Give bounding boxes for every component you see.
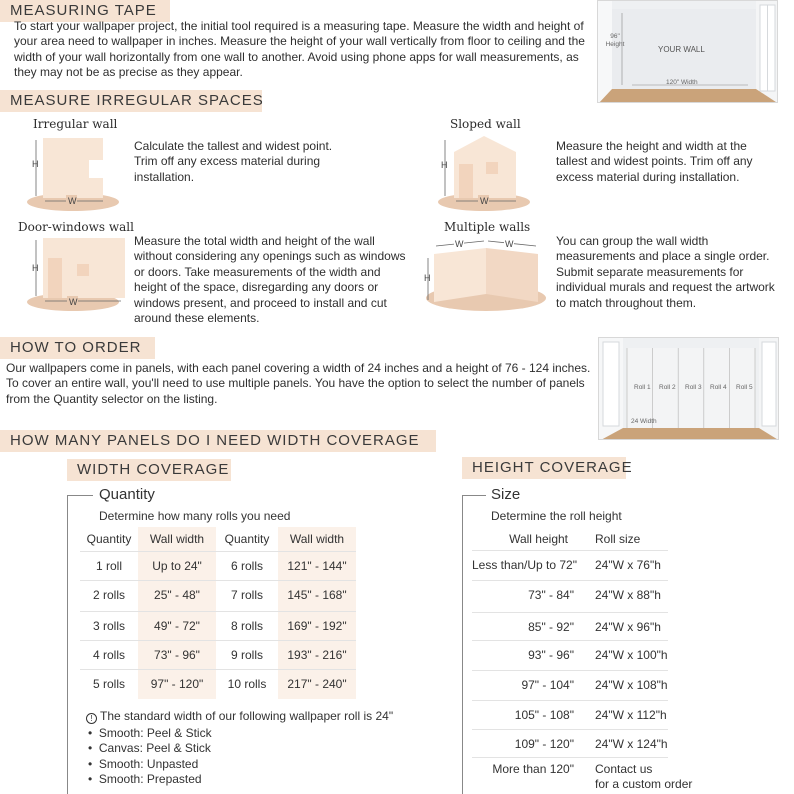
width-cell: 73" - 96" [154, 648, 200, 662]
photo-height-label: 96" Height [605, 33, 625, 48]
width-coverage-heading: WIDTH COVERAGE [67, 459, 231, 481]
height-cell: 85" - 92" [528, 620, 574, 634]
roll-label-5: Roll 5 [736, 384, 753, 391]
height-cell: 73" - 84" [528, 588, 574, 602]
door-w-label: W [69, 297, 78, 307]
sloped-w-label: W [480, 196, 489, 206]
multi-w1-label: W [455, 239, 464, 249]
height-cell: 24"W x 88"h [595, 588, 661, 602]
height-last-right-2: for a custom order [595, 777, 693, 791]
height-cell: 24"W x 124"h [595, 737, 668, 751]
width-row-divider [80, 580, 356, 581]
height-coverage-heading: HEIGHT COVERAGE [462, 457, 626, 479]
multiple-walls-text: You can group the wall width measurements and place a single order. Submit separate measurements for individual murals and request the artwork to match throughout them. [556, 234, 775, 310]
width-cell: 5 rolls [92, 677, 125, 691]
irregular-wall-illustration [25, 134, 125, 214]
width-cell: 25" - 48" [154, 588, 200, 602]
width-cell: 217" - 240" [287, 677, 347, 691]
order-text: Our wallpapers come in panels, with each panel covering a width of 24 inches and a height of 76 - 124 inches. To cover an entire wall, you'll need to use multiple panels. You have the option to select the number of panels from the Quantity selector on the listing. [6, 361, 591, 406]
roll-label-3: Roll 3 [685, 384, 702, 391]
width-cell: 3 rolls [92, 619, 125, 633]
width-header-3: Quantity [224, 532, 270, 546]
panels-heading: HOW MANY PANELS DO I NEED WIDTH COVERAGE [0, 430, 436, 452]
measuring-room-photo [597, 0, 778, 103]
width-cell: 145" - 168" [287, 588, 347, 602]
width-cell: 49" - 72" [154, 619, 200, 633]
width-header-2: Wall width [149, 532, 205, 546]
measuring-text: To start your wallpaper project, the initial tool required is a measuring tape. Measure the width and height of your area need to wallpaper in inches. Measure the height of your wall vertically from floor to ceiling and the width of your wall horizontally from one wall to another. Avoid using phone apps for wall measurements, as they may not be as precise as they appear. [14, 19, 585, 80]
height-row-divider [472, 670, 668, 671]
width-cell: 97" - 120" [150, 677, 204, 691]
sloped-wall-illustration [432, 130, 532, 214]
multi-w2-label: W [505, 239, 514, 249]
photo-width-label: 120" Width [666, 79, 698, 86]
multiple-walls-illustration [420, 236, 550, 316]
height-cell: 24"W x 76"h [595, 558, 661, 572]
width-note [86, 709, 393, 724]
height-row-divider [472, 612, 668, 613]
order-rolls-photo [598, 337, 779, 440]
width-cell: 2 rolls [92, 588, 125, 602]
height-frame-top [462, 495, 486, 496]
width-frame-left [67, 495, 68, 794]
irregular-h-label: H [32, 159, 39, 169]
width-cell: 193" - 216" [287, 648, 347, 662]
multiple-walls-title: Multiple walls [444, 220, 531, 234]
sloped-h-label: H [441, 160, 448, 170]
height-row-divider [472, 729, 668, 730]
order-heading: HOW TO ORDER [0, 337, 155, 359]
width-cell: 10 rolls [227, 677, 267, 691]
width-subtitle: Determine how many rolls you need [99, 509, 291, 523]
width-header-1: Quantity [86, 532, 132, 546]
height-cell: 105" - 108" [514, 708, 574, 722]
height-header-2: Roll size [595, 532, 641, 546]
width-note-text: The standard width of our following wallpaper roll is 24" [100, 709, 394, 723]
width-row-divider [80, 611, 356, 612]
bullet-item-1: • Smooth: Peel & Stick [88, 726, 212, 740]
width-cell: 4 rolls [92, 648, 125, 662]
width-row-divider [80, 551, 356, 552]
width-cell: Up to 24" [152, 559, 202, 573]
height-cell: 24"W x 112"h [595, 708, 667, 722]
width-row-divider [80, 640, 356, 641]
irregular-w-label: W [68, 196, 77, 206]
width-col-shade-1 [138, 527, 216, 699]
door-windows-wall-illustration [25, 236, 125, 316]
sloped-wall-title: Sloped wall [450, 117, 521, 131]
width-cell: 121" - 144" [287, 559, 347, 573]
roll-width-label: 24 Width [631, 418, 657, 425]
height-row-divider [472, 550, 668, 551]
width-col-shade-2 [278, 527, 356, 699]
height-subtitle: Determine the roll height [491, 509, 622, 523]
bullet-item-4: • Smooth: Prepasted [88, 772, 202, 786]
height-frame-left [462, 495, 463, 794]
height-cell: 109" - 120" [514, 737, 574, 751]
sloped-wall-text: Measure the height and width at the tallest and widest points. Trim off any excess material during installation. [556, 139, 753, 184]
height-row-divider [472, 700, 668, 701]
width-row-divider [80, 669, 356, 670]
photo-wall-label: YOUR WALL [658, 45, 705, 54]
roll-label-2: Roll 2 [659, 384, 676, 391]
multi-h-label: H [424, 273, 431, 283]
width-cell: 169" - 192" [287, 619, 347, 633]
height-title: Size [491, 486, 521, 503]
height-cell: 93" - 96" [528, 648, 574, 662]
width-title: Quantity [99, 486, 155, 503]
door-windows-wall-text: Measure the total width and height of the wall without considering any openings such as windows or doors. Take measurements of the width and height of the space, disregarding any doors or windows present, and proceed to install and cut around these elements. [134, 234, 406, 326]
bullet-item-3: • Smooth: Unpasted [88, 757, 199, 771]
width-cell: 6 rolls [230, 559, 263, 573]
height-cell: 97" - 104" [521, 678, 574, 692]
door-h-label: H [32, 263, 39, 273]
roll-label-1: Roll 1 [634, 384, 651, 391]
height-row-divider [472, 757, 668, 758]
height-cell: Less than/Up to 72" [472, 558, 577, 572]
roll-label-4: Roll 4 [710, 384, 727, 391]
height-cell: 24"W x 96"h [595, 620, 661, 634]
irregular-heading: MEASURE IRREGULAR SPACES [0, 90, 262, 112]
door-windows-wall-title: Door-windows wall [18, 220, 134, 234]
height-last-right-1: Contact us [595, 762, 653, 776]
height-header-1: Wall height [509, 532, 568, 546]
width-frame-top [67, 495, 93, 496]
height-row-divider [472, 580, 668, 581]
bullet-item-2: • Canvas: Peel & Stick [88, 741, 211, 755]
height-row-divider [472, 640, 668, 641]
width-cell: 9 rolls [230, 648, 263, 662]
width-cell: 1 roll [95, 559, 122, 573]
irregular-wall-title: Irregular wall [33, 117, 118, 131]
height-last-left: More than 120" [492, 762, 574, 776]
info-icon: ! [86, 713, 97, 724]
width-cell: 8 rolls [230, 619, 263, 633]
irregular-wall-text: Calculate the tallest and widest point. Trim off any excess material during installation. [134, 139, 333, 184]
height-cell: 24"W x 108"h [595, 678, 668, 692]
height-cell: 24"W x 100"h [595, 648, 668, 662]
width-cell: 7 rolls [230, 588, 263, 602]
width-header-4: Wall width [289, 532, 345, 546]
measuring-heading: MEASURING TAPE [0, 0, 170, 22]
